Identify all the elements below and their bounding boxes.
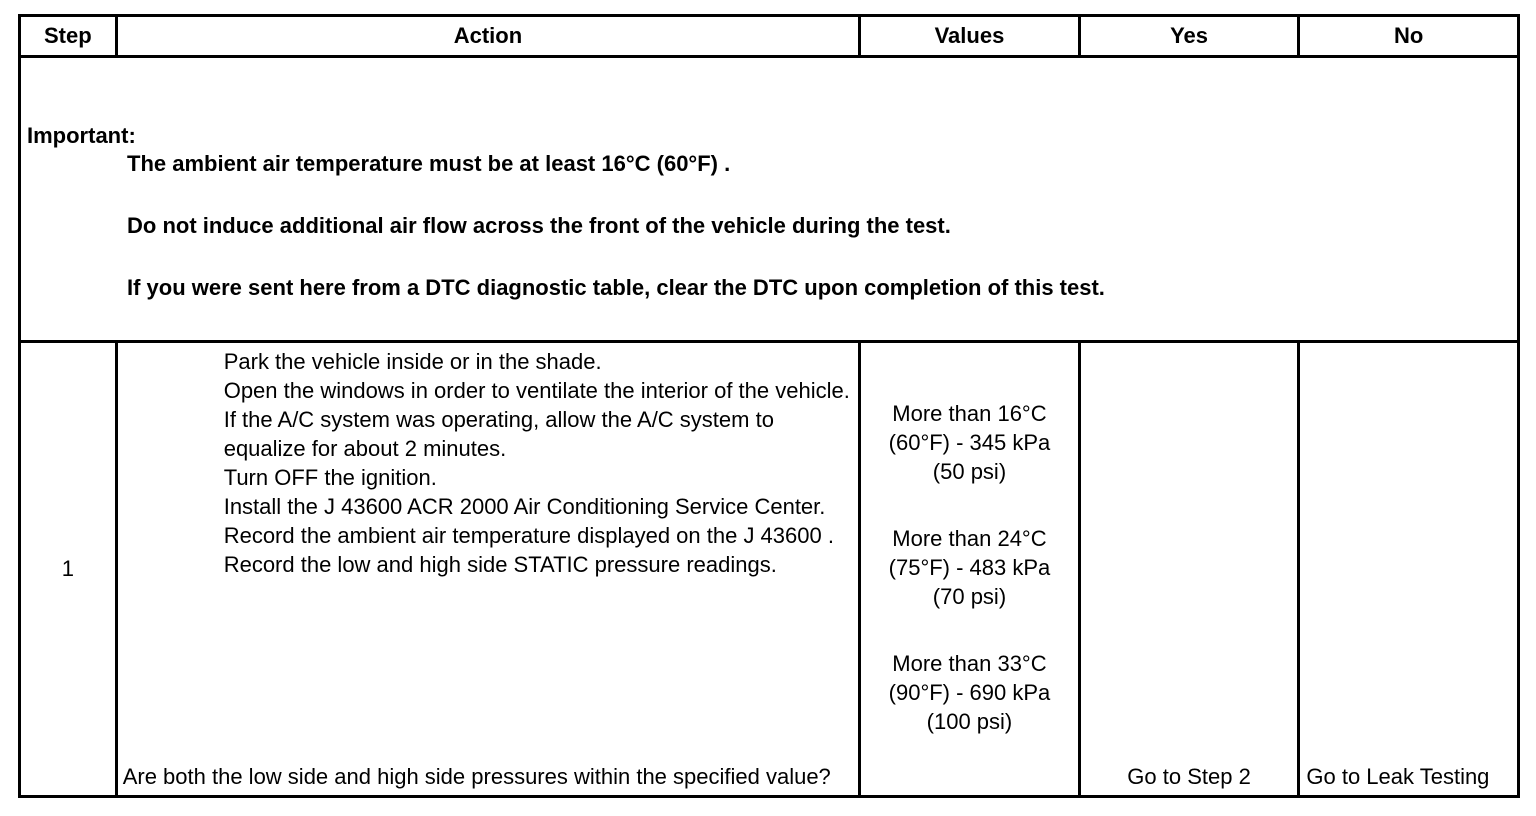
no-go-to-leak-testing: Go to Leak Testing xyxy=(1306,764,1490,789)
action-item: Record the low and high side STATIC pressure readings. xyxy=(223,552,777,577)
value-item: More than 24°C (75°F) - 483 kPa (70 psi) xyxy=(888,526,1051,609)
action-item: If the A/C system was operating, allow the A/C system to equalize for about 2 minutes. xyxy=(223,407,774,461)
important-notice xyxy=(20,57,1519,342)
step-row-1 xyxy=(20,342,1519,797)
important-title: Important: xyxy=(27,123,136,148)
yes-go-to-step-2: Go to Step 2 xyxy=(1127,764,1251,789)
important-line-dtc: If you were sent here from a DTC diagnostic table, clear the DTC upon completion of this test. xyxy=(127,275,1105,300)
no-cell xyxy=(1299,342,1519,797)
header-no: No xyxy=(1299,16,1519,57)
value-item: More than 16°C (60°F) - 345 kPa (50 psi) xyxy=(888,401,1051,484)
action-question: Are both the low side and high side pressures within the specified value? xyxy=(122,764,831,789)
header-yes: Yes xyxy=(1079,16,1299,57)
action-list xyxy=(224,347,850,579)
diagnostic-table xyxy=(18,14,1520,798)
important-line-temperature: The ambient air temperature must be at least 16°C (60°F) . xyxy=(127,151,731,176)
action-cell xyxy=(116,342,859,797)
header-values: Values xyxy=(860,16,1080,57)
header-step: Step xyxy=(20,16,117,57)
important-row xyxy=(20,57,1519,342)
values-cell xyxy=(860,342,1080,797)
action-item: Open the windows in order to ventilate the interior of the vehicle. xyxy=(223,378,850,403)
value-item: More than 33°C (90°F) - 690 kPa (100 psi) xyxy=(888,651,1051,734)
important-line-airflow: Do not induce additional air flow across the front of the vehicle during the test. xyxy=(127,213,951,238)
yes-cell xyxy=(1079,342,1299,797)
step-number: 1 xyxy=(20,342,117,797)
action-item: Record the ambient air temperature displayed on the J 43600 . xyxy=(223,523,834,548)
action-item: Install the J 43600 ACR 2000 Air Conditioning Service Center. xyxy=(223,494,826,519)
action-item: Park the vehicle inside or in the shade. xyxy=(223,349,602,374)
action-item: Turn OFF the ignition. xyxy=(223,465,437,490)
header-row xyxy=(20,16,1519,57)
header-action: Action xyxy=(116,16,859,57)
